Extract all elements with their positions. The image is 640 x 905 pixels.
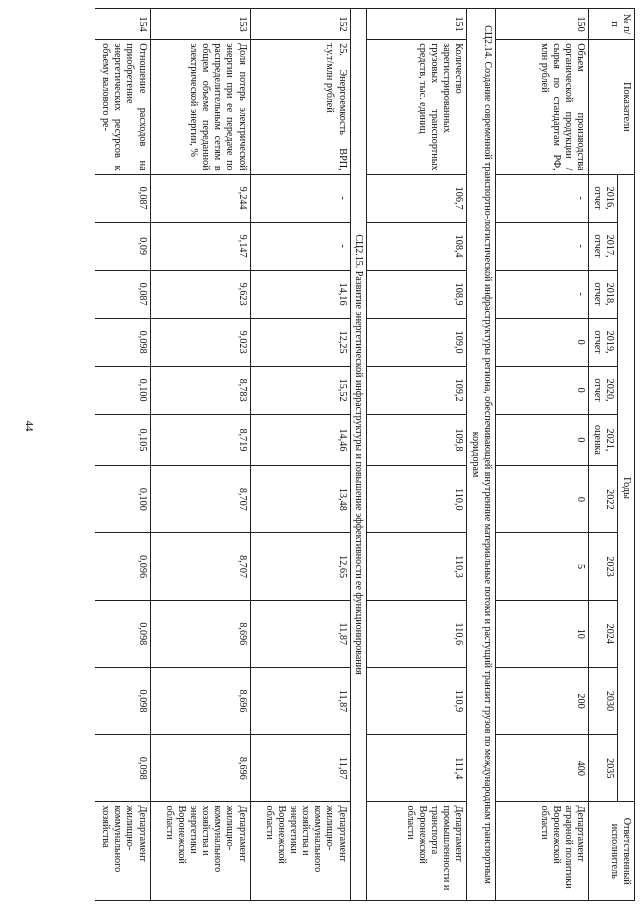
value-cell: 8,707 bbox=[150, 533, 250, 600]
value-cell: 9,623 bbox=[150, 270, 250, 318]
year-cell: 2023 bbox=[588, 533, 617, 600]
value-cell: 110,0 bbox=[367, 466, 467, 533]
value-cell: 0 bbox=[495, 466, 588, 533]
header-num: № п/п bbox=[588, 9, 634, 40]
indicator-cell: Доля потерь электрической энергии при ее передаче по распределительным сетям в общем объеме переданной электрической энергии, % bbox=[150, 40, 250, 174]
year-cell: 2016, отчет bbox=[588, 174, 617, 222]
indicator-cell: Объем производства органической продукции / сырья по стандартам РФ, млн рублей bbox=[495, 40, 588, 174]
rotated-page bbox=[95, 8, 635, 901]
value-cell: - bbox=[495, 174, 588, 222]
indicators-table bbox=[95, 8, 635, 901]
section-row bbox=[350, 9, 367, 901]
year-cell: 2018, отчет bbox=[588, 270, 617, 318]
value-cell: 9,244 bbox=[150, 174, 250, 222]
table-row bbox=[250, 9, 350, 901]
value-cell: - bbox=[495, 270, 588, 318]
year-cell: 2020, отчет bbox=[588, 366, 617, 414]
indicator-cell: Отношение расходов на приобретение энергетических ресурсов к объему валового ре- bbox=[95, 40, 150, 174]
value-cell: 108,4 bbox=[367, 222, 467, 270]
value-cell: 8,719 bbox=[150, 414, 250, 466]
indicator-cell: 25. Энергоемкость ВРП, т.у.т/млн рублей bbox=[250, 40, 350, 174]
year-cell: 2035 bbox=[588, 735, 617, 802]
table-row bbox=[367, 9, 467, 901]
value-cell: 0,09 bbox=[95, 222, 150, 270]
value-cell: 108,9 bbox=[367, 270, 467, 318]
row-number: 150 bbox=[495, 9, 588, 40]
row-number: 151 bbox=[367, 9, 467, 40]
value-cell: 9,147 bbox=[150, 222, 250, 270]
header-indicator: Показатели bbox=[588, 40, 634, 174]
row-number: 154 bbox=[95, 9, 150, 40]
value-cell: - bbox=[495, 222, 588, 270]
value-cell: 400 bbox=[495, 735, 588, 802]
table-row bbox=[95, 9, 150, 901]
value-cell: 9,023 bbox=[150, 318, 250, 366]
year-cell: 2021, оценка bbox=[588, 414, 617, 466]
value-cell: 0,100 bbox=[95, 466, 150, 533]
header-row-top bbox=[617, 9, 634, 901]
value-cell: 8,783 bbox=[150, 366, 250, 414]
value-cell: 0,087 bbox=[95, 174, 150, 222]
section-title: СЦ2.14. Создание современной транспортно-логистической инфраструктуры региона, обеспечивающей внутренние материальные потоки и растущий транзит грузов по международным транспортным коридорам bbox=[467, 9, 496, 901]
value-cell: 8,707 bbox=[150, 466, 250, 533]
value-cell: 110,6 bbox=[367, 600, 467, 667]
value-cell: 0,100 bbox=[95, 366, 150, 414]
value-cell: 11,87 bbox=[250, 667, 350, 734]
year-cell: 2022 bbox=[588, 466, 617, 533]
rotated-content bbox=[95, 8, 635, 901]
value-cell: 0,096 bbox=[95, 533, 150, 600]
value-cell: 109,2 bbox=[367, 366, 467, 414]
value-cell: 8,696 bbox=[150, 667, 250, 734]
row-number: 152 bbox=[250, 9, 350, 40]
executor-cell: Департамент жилищно-коммунального хозяйства и энергетики Воронежской области bbox=[150, 802, 250, 901]
value-cell: 0,105 bbox=[95, 414, 150, 466]
value-cell: 0 bbox=[495, 318, 588, 366]
header-executor: Ответственный исполнитель bbox=[588, 802, 634, 901]
indicator-cell: Количество зарегистрированных грузовых транспортных средств, тыс. единиц bbox=[367, 40, 467, 174]
value-cell: 109,0 bbox=[367, 318, 467, 366]
value-cell: 200 bbox=[495, 667, 588, 734]
value-cell: 12,65 bbox=[250, 533, 350, 600]
value-cell: 12,25 bbox=[250, 318, 350, 366]
table-row bbox=[495, 9, 588, 901]
value-cell: 0 bbox=[495, 414, 588, 466]
value-cell: 106,7 bbox=[367, 174, 467, 222]
value-cell: 8,696 bbox=[150, 600, 250, 667]
value-cell: 0,098 bbox=[95, 735, 150, 802]
value-cell: 8,696 bbox=[150, 735, 250, 802]
value-cell: 14,16 bbox=[250, 270, 350, 318]
year-cell: 2017, отчет bbox=[588, 222, 617, 270]
value-cell: 110,9 bbox=[367, 667, 467, 734]
section-row bbox=[467, 9, 496, 901]
value-cell: 11,87 bbox=[250, 600, 350, 667]
value-cell: - bbox=[250, 222, 350, 270]
row-number: 153 bbox=[150, 9, 250, 40]
value-cell: 0,087 bbox=[95, 270, 150, 318]
table-row bbox=[150, 9, 250, 901]
value-cell: - bbox=[250, 174, 350, 222]
executor-cell: Департамент промышленности и транспорта Воронежской области bbox=[367, 802, 467, 901]
year-cell: 2030 bbox=[588, 667, 617, 734]
executor-cell: Департамент жилищно-коммунального хозяйства bbox=[95, 802, 150, 901]
value-cell: 5 bbox=[495, 533, 588, 600]
value-cell: 0,098 bbox=[95, 600, 150, 667]
value-cell: 13,48 bbox=[250, 466, 350, 533]
value-cell: 10 bbox=[495, 600, 588, 667]
year-cell: 2024 bbox=[588, 600, 617, 667]
executor-cell: Департамент жилищно-коммунального хозяйства и энергетики Воронежской области bbox=[250, 802, 350, 901]
page-number: 44 bbox=[23, 420, 35, 432]
value-cell: 0,098 bbox=[95, 318, 150, 366]
value-cell: 0 bbox=[495, 366, 588, 414]
value-cell: 15,52 bbox=[250, 366, 350, 414]
section-title: СЦ2.15. Развитие энергетической инфраструктуры и повышение эффективности ее функционирования bbox=[350, 9, 367, 901]
value-cell: 111,4 bbox=[367, 735, 467, 802]
year-cell: 2019, отчет bbox=[588, 318, 617, 366]
value-cell: 0,098 bbox=[95, 667, 150, 734]
value-cell: 11,87 bbox=[250, 735, 350, 802]
value-cell: 110,3 bbox=[367, 533, 467, 600]
value-cell: 109,8 bbox=[367, 414, 467, 466]
executor-cell: Департамент аграрной политики Воронежской области bbox=[495, 802, 588, 901]
value-cell: 14,46 bbox=[250, 414, 350, 466]
header-years: Годы bbox=[617, 174, 634, 802]
